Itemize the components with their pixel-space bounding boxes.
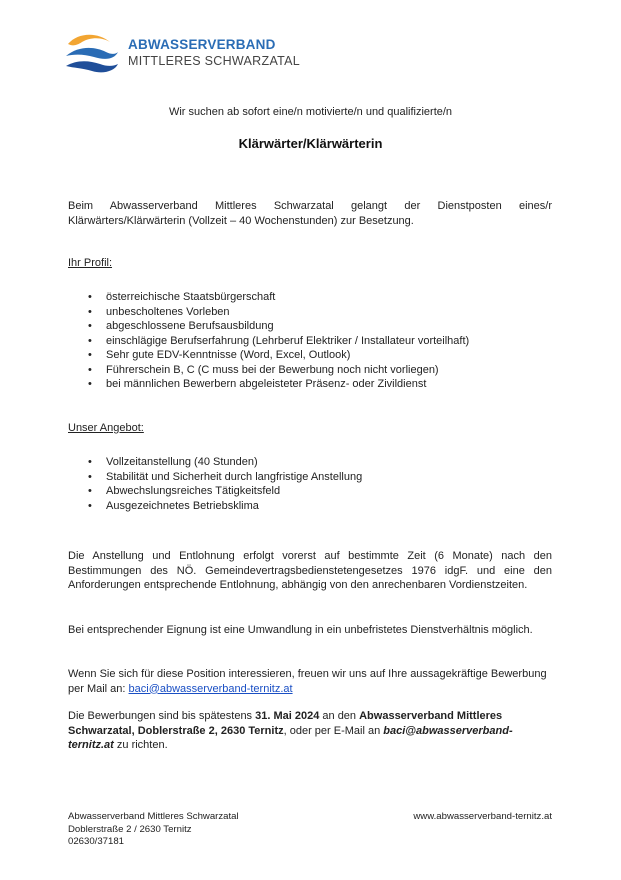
apply-email-link[interactable]: baci@abwasserverband-ternitz.at	[128, 682, 293, 695]
list-item	[68, 455, 552, 470]
deadline-text-3: , oder per E-Mail an	[283, 724, 384, 737]
list-item-text: unbescholtenes Vorleben	[106, 305, 230, 318]
bullet-icon: •	[88, 349, 92, 361]
profile-heading: Ihr Profil:	[68, 257, 113, 269]
footer-line-1: Abwasserverband Mittleres Schwarzatal	[68, 811, 239, 822]
list-item	[68, 470, 552, 485]
list-item	[68, 334, 552, 349]
bullet-icon: •	[88, 320, 92, 332]
list-item	[68, 348, 552, 363]
profile-list	[68, 290, 552, 392]
bullet-icon: •	[88, 378, 92, 390]
job-description: Beim Abwasserverband Mittleres Schwarzatal gelangt der Dienstposten eines/r Klärwärters/Klärwärterin (Vollzeit – 40 Wochenstunden) zur Besetzung.	[68, 200, 552, 227]
offer-section	[68, 421, 552, 436]
list-item	[68, 319, 552, 334]
org-subtitle: MITTLERES SCHWARZATAL	[128, 54, 301, 68]
bullet-icon: •	[88, 499, 92, 512]
list-item	[68, 499, 552, 514]
list-item-text: Ausgezeichnetes Betriebsklima	[106, 499, 259, 512]
list-item-text: abgeschlossene Berufsausbildung	[106, 320, 274, 332]
org-name: ABWASSERVERBAND	[128, 37, 276, 52]
bullet-icon: •	[88, 363, 92, 376]
list-item	[68, 484, 552, 499]
list-item-text: einschlägige Berufserfahrung (Lehrberuf Elektriker / Installateur vorteilhaft)	[106, 334, 470, 347]
list-item	[68, 305, 552, 320]
deadline-address: Abwasserverband Mittleres Schwarzatal, Doblerstraße 2, 2630 Ternitz	[68, 710, 503, 737]
deadline-text-2: an den	[319, 710, 360, 722]
footer-website[interactable]: www.abwasserverband-ternitz.at	[413, 811, 552, 822]
list-item-text: bei männlichen Bewerbern abgeleisteter Präsenz- oder Zivildienst	[106, 378, 427, 390]
footer-address	[68, 811, 239, 849]
bullet-icon: •	[88, 485, 92, 497]
employment-paragraph: Die Anstellung und Entlohnung erfolgt vorerst auf bestimmte Zeit (6 Monate) nach den Bestimmungen des NÖ. Gemeindevertragsbedienstetengesetzes 1976 idgF. und eine den Anforderungen entsprechende Entlohnung, abhängig von den anrechenbaren Vordienstzeiten.	[68, 550, 552, 591]
list-item	[68, 290, 552, 305]
footer-line-3: 02630/37181	[68, 836, 125, 847]
logo-wave-icon	[64, 30, 120, 78]
offer-heading: Unser Angebot:	[68, 422, 144, 434]
list-item	[68, 377, 552, 392]
deadline-text-1: Die Bewerbungen sind bis spätestens	[68, 710, 256, 722]
list-item-text: Vollzeitanstellung (40 Stunden)	[106, 456, 258, 468]
footer-line-2: Doblerstraße 2 / 2630 Ternitz	[68, 823, 192, 835]
bullet-icon: •	[88, 291, 92, 303]
list-item	[68, 363, 552, 378]
apply-text: Wenn Sie sich für diese Position interessieren, freuen wir uns auf Ihre aussagekräftige Bewerbung per Mail an:	[68, 668, 547, 695]
deadline-date: 31. Mai 2024	[255, 710, 320, 722]
deadline-paragraph	[68, 709, 552, 753]
list-item-text: österreichische Staatsbürgerschaft	[106, 291, 276, 303]
bullet-icon: •	[88, 334, 92, 347]
logo	[64, 30, 314, 80]
profile-section	[68, 256, 552, 271]
list-item-text: Abwechslungsreiches Tätigkeitsfeld	[106, 485, 281, 497]
conversion-paragraph: Bei entsprechender Eignung ist eine Umwandlung in ein unbefristetes Dienstverhältnis möglich.	[68, 624, 533, 636]
bullet-icon: •	[88, 456, 92, 468]
apply-paragraph	[68, 667, 552, 696]
deadline-text-4: zu richten.	[113, 739, 168, 751]
offer-list	[68, 455, 552, 513]
bullet-icon: •	[88, 470, 92, 483]
bullet-icon: •	[88, 305, 92, 318]
deadline-email[interactable]: baci@abwasserverband-ternitz.at	[68, 724, 513, 751]
intro-line: Wir suchen ab sofort eine/n motivierte/n und qualifizierte/n	[168, 106, 453, 118]
list-item-text: Stabilität und Sicherheit durch langfristige Anstellung	[106, 470, 363, 483]
list-item-text: Sehr gute EDV-Kenntnisse (Word, Excel, Outlook)	[106, 349, 351, 361]
job-title: Klärwärter/Klärwärterin	[238, 136, 383, 151]
list-item-text: Führerschein B, C (C muss bei der Bewerbung noch nicht vorliegen)	[106, 363, 439, 376]
